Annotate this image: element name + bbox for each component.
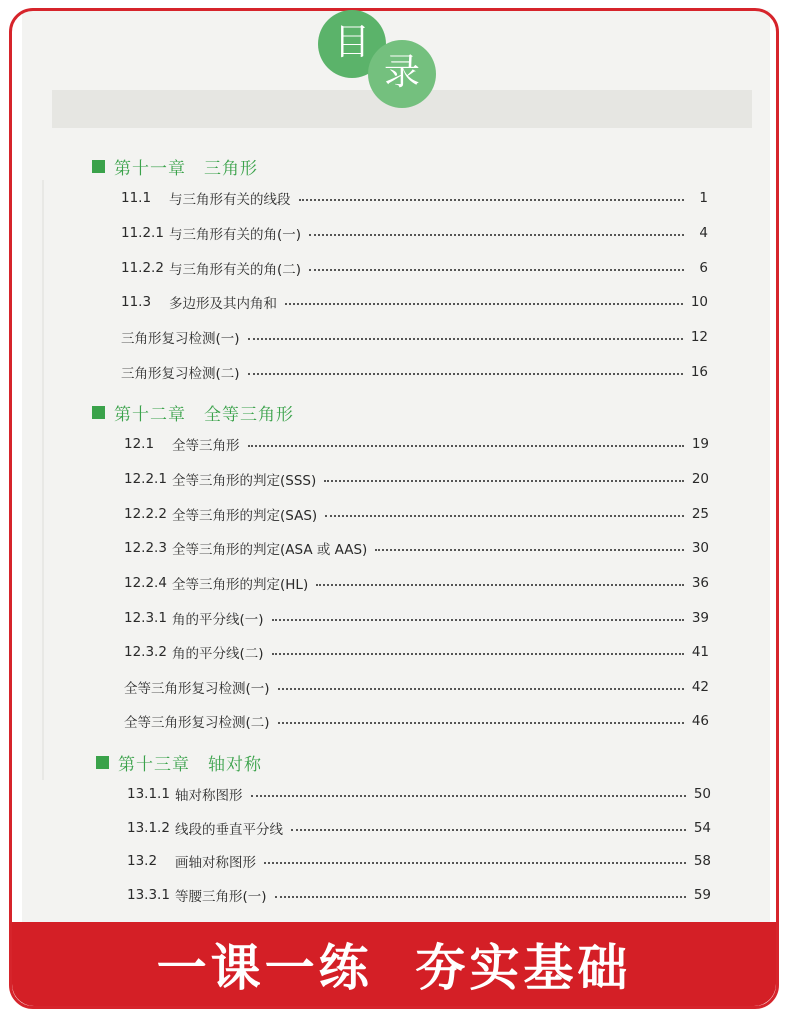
section-number: 13.3.1: [127, 887, 170, 903]
chapter-heading: [92, 154, 258, 179]
entry-title: 三角形复习检测(二): [121, 366, 240, 382]
page-number: 6: [699, 260, 708, 276]
dot-leader: [309, 234, 684, 236]
dot-leader: [278, 688, 684, 690]
entry-title: 与三角形有关的角(二): [169, 262, 302, 278]
section-number: 12.3.1: [124, 610, 167, 626]
section-number: 13.1.1: [127, 786, 170, 802]
toc-entry[interactable]: [124, 503, 709, 525]
entry-title: 角的平分线(一): [172, 612, 264, 628]
chapter-title: 三角形: [204, 159, 258, 179]
dot-leader: [248, 445, 684, 447]
slogan-text: 一课一练 夯实基础: [156, 939, 632, 997]
toc-entry[interactable]: [121, 187, 708, 209]
page-number: 58: [693, 853, 711, 869]
title-circle-2: [368, 40, 436, 108]
dot-leader: [248, 338, 683, 340]
page-number: 39: [691, 610, 709, 626]
section-number: 12.1: [124, 436, 155, 452]
title-char-1: 目: [333, 22, 370, 63]
page-number: 36: [691, 575, 709, 591]
entry-title: 全等三角形的判定(HL): [172, 577, 309, 593]
page-number: 4: [699, 225, 708, 241]
dot-leader: [248, 373, 683, 375]
entry-title: 三角形复习检测(一): [121, 331, 240, 347]
toc-entry[interactable]: [124, 710, 709, 732]
entry-title: 全等三角形复习检测(一): [124, 681, 270, 697]
page-number: 12: [690, 329, 708, 345]
toc-entry[interactable]: [121, 326, 708, 348]
dot-leader: [375, 549, 683, 551]
chapter-number: 第十一章: [114, 159, 186, 179]
chapter-number: 第十二章: [114, 405, 186, 425]
dot-leader: [299, 199, 685, 201]
chapter-heading: [96, 750, 262, 775]
entry-title: 全等三角形的判定(ASA 或 AAS): [172, 542, 368, 558]
toc-entry[interactable]: [121, 361, 708, 383]
toc-entry[interactable]: [124, 641, 709, 663]
page-number: 19: [691, 436, 709, 452]
section-number: 12.3.2: [124, 644, 167, 660]
page-number: 1: [699, 190, 708, 206]
toc-entry[interactable]: [124, 676, 709, 698]
dot-leader: [264, 862, 686, 864]
dot-leader: [285, 303, 683, 305]
page-number: 16: [690, 364, 708, 380]
entry-title: 全等三角形: [172, 438, 240, 454]
section-number: 13.2: [127, 853, 158, 869]
dot-leader: [316, 584, 684, 586]
green-square-icon: [92, 406, 105, 419]
section-number: 13.1.2: [127, 820, 170, 836]
dot-leader: [251, 795, 686, 797]
dot-leader: [309, 269, 684, 271]
page-number: 46: [691, 713, 709, 729]
dot-leader: [324, 480, 684, 482]
section-number: 12.2.2: [124, 506, 167, 522]
toc-entry[interactable]: [124, 572, 709, 594]
dot-leader: [272, 619, 684, 621]
toc-entry[interactable]: [121, 291, 708, 313]
dot-leader: [275, 896, 686, 898]
entry-title: 全等三角形的判定(SSS): [172, 473, 317, 489]
section-number: 12.2.4: [124, 575, 167, 591]
page-number: 41: [691, 644, 709, 660]
entry-title: 等腰三角形(一): [175, 889, 267, 905]
entry-title: 与三角形有关的角(一): [169, 227, 302, 243]
section-number: 12.2.3: [124, 540, 167, 556]
dot-leader: [278, 722, 684, 724]
entry-title: 画轴对称图形: [175, 855, 256, 871]
chapter-title: 轴对称: [208, 755, 262, 775]
section-number: 11.1: [121, 190, 152, 206]
page-number: 30: [691, 540, 709, 556]
green-square-icon: [96, 756, 109, 769]
toc-entry[interactable]: [127, 817, 711, 839]
toc-entry[interactable]: [127, 850, 711, 872]
page-number: 20: [691, 471, 709, 487]
entry-title: 角的平分线(二): [172, 646, 264, 662]
section-number: 11.3: [121, 294, 152, 310]
dot-leader: [272, 653, 684, 655]
chapter-heading: [92, 400, 294, 425]
section-number: 11.2.1: [121, 225, 164, 241]
toc-entry[interactable]: [124, 433, 709, 455]
page-number: 54: [693, 820, 711, 836]
entry-title: 全等三角形复习检测(二): [124, 715, 270, 731]
entry-title: 全等三角形的判定(SAS): [172, 508, 318, 524]
page-number: 59: [693, 887, 711, 903]
chapter-number: 第十三章: [118, 755, 190, 775]
section-number: 11.2.2: [121, 260, 164, 276]
toc-entry[interactable]: [124, 607, 709, 629]
chapter-title: 全等三角形: [204, 405, 294, 425]
section-number: 12.2.1: [124, 471, 167, 487]
entry-title: 轴对称图形: [175, 788, 243, 804]
page-number: 42: [691, 679, 709, 695]
page-number: 25: [691, 506, 709, 522]
toc-entry[interactable]: [127, 783, 711, 805]
toc-entry[interactable]: [127, 884, 711, 906]
toc-entry[interactable]: [124, 537, 709, 559]
slogan-banner: [12, 922, 776, 1006]
title-char-2: 录: [383, 52, 420, 93]
entry-title: 多边形及其内角和: [169, 296, 277, 312]
dot-leader: [291, 829, 686, 831]
entry-title: 线段的垂直平分线: [175, 822, 283, 838]
entry-title: 与三角形有关的线段: [169, 192, 291, 208]
green-square-icon: [92, 160, 105, 173]
dot-leader: [325, 515, 684, 517]
toc-entry[interactable]: [121, 257, 708, 279]
toc-entry[interactable]: [121, 222, 708, 244]
page-number: 50: [693, 786, 711, 802]
page-number: 10: [690, 294, 708, 310]
toc-entry[interactable]: [124, 468, 709, 490]
